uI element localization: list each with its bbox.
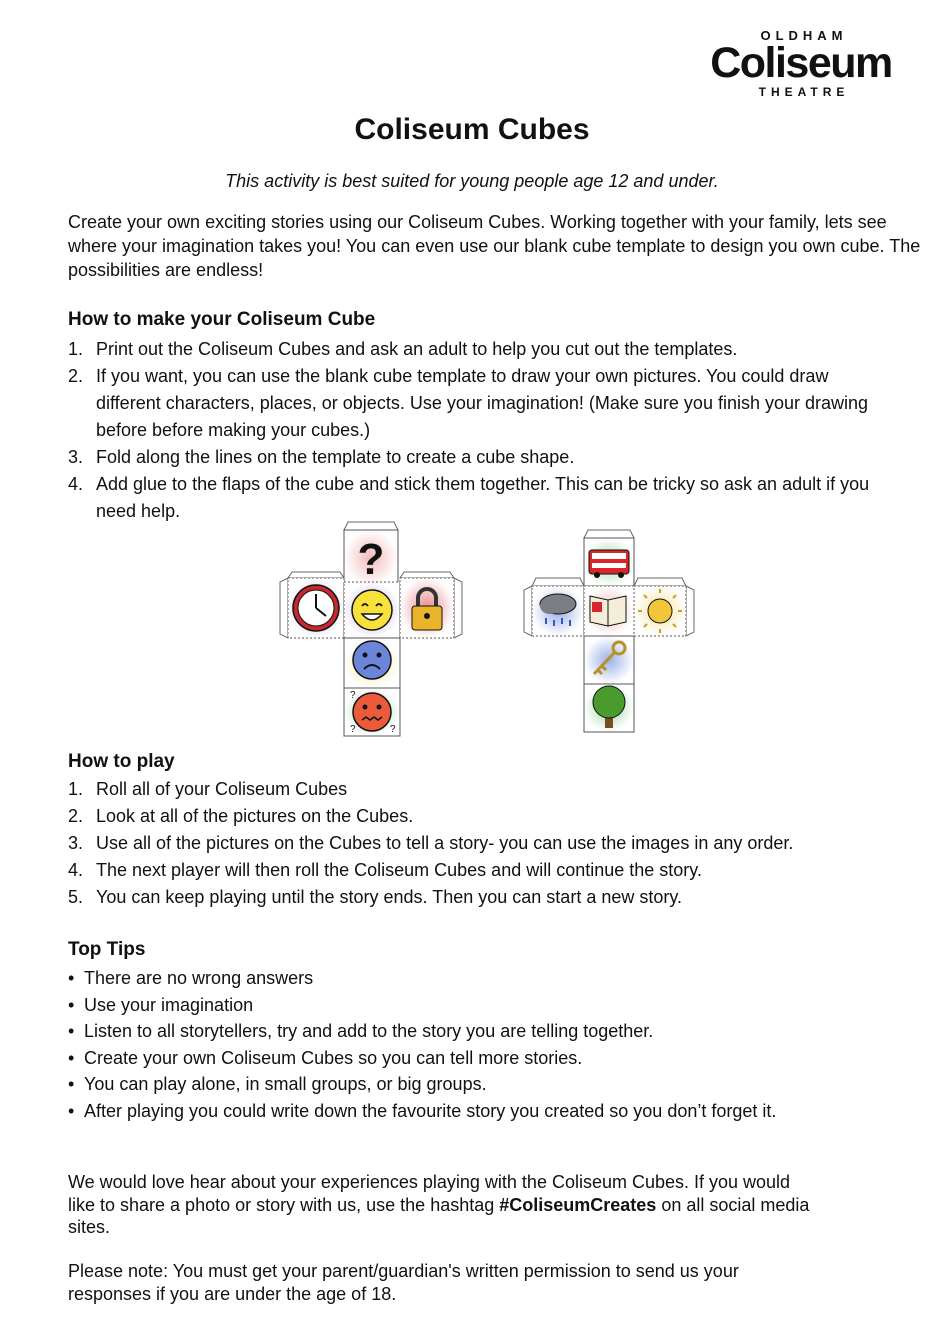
list-item: • Use your imagination [68,994,254,1015]
question-mark-icon: ? [357,535,385,584]
list-item: 5. You can keep playing until the story ends. Then you can start a new story. [68,887,683,907]
happy-face-icon [352,590,392,630]
page-subtitle: This activity is best suited for young people age 12 and under. [225,171,719,191]
list-item: 4. Add glue to the flaps of the cube and stick them together. This can be tricky so ask an adult if you need help. [68,474,870,521]
list-item: 3. Fold along the lines on the template to create a cube shape. [68,447,575,467]
list-item: • You can play alone, in small groups, or big groups. [68,1074,487,1095]
permission-note: Please note: You must get your parent/guardian's written permission to send us your responses if you are under the age of 18. [68,1261,739,1304]
tips-list [68,965,928,1125]
play-steps-list [68,776,928,911]
svg-text:?: ? [350,724,356,735]
share-paragraph: We would love hear about your experiences playing with the Coliseum Cubes. If you would like to share a photo or story with us, use the hashtag #ColiseumCreates on all social media sites. [68,1172,810,1237]
story-cube-template [524,530,694,732]
list-item: 3. Use all of the pictures on the Cubes to tell a story- you can use the images in any order. [68,833,794,853]
list-item: • Create your own Coliseum Cubes so you can tell more stories. [68,1047,583,1068]
list-item: 1. Print out the Coliseum Cubes and ask an adult to help you cut out the templates. [68,339,738,359]
make-heading: How to make your Coliseum Cube [68,309,376,330]
list-item: 2. Look at all of the pictures on the Cubes. [68,806,414,826]
list-item: 2. If you want, you can use the blank cube template to draw your own pictures. You could draw different characters, places, or objects. Use your imagination! (Make sure you finish your drawing before before making your cubes.) [68,366,869,440]
cube-templates-illustration [276,520,706,742]
list-item: 1. Roll all of your Coliseum Cubes [68,779,348,799]
clock-icon [293,585,339,631]
book-icon [590,596,626,626]
intro-paragraph: Create your own exciting stories using our Coliseum Cubes. Working together with your family, lets see where your imagination takes you! You can even use our blank cube template to design you own cube. The possibilities are endless! [68,212,921,280]
sad-face-icon [353,641,391,679]
list-item: 4. The next player will then roll the Coliseum Cubes and will continue the story. [68,860,702,880]
tips-heading: Top Tips [68,939,146,960]
play-heading: How to play [68,751,175,772]
logo-main-text: Coliseum [710,39,892,87]
logo-bottom-text: THEATRE [758,85,850,99]
list-item: • After playing you could write down the favourite story you created so you don’t forget it. [68,1100,777,1121]
page-title: Coliseum Cubes [354,113,590,146]
emotion-cube-template [280,522,462,736]
make-steps-list [68,336,888,525]
bus-icon [589,550,629,578]
hashtag: #ColiseumCreates [499,1194,657,1215]
svg-text:?: ? [390,724,396,735]
list-item: • Listen to all storytellers, try and add to the story you are telling together. [68,1021,654,1042]
coliseum-logo [706,28,896,99]
logo-top-text: OLDHAM [760,28,848,43]
list-item: • There are no wrong answers [68,968,314,988]
svg-text:?: ? [350,690,356,701]
